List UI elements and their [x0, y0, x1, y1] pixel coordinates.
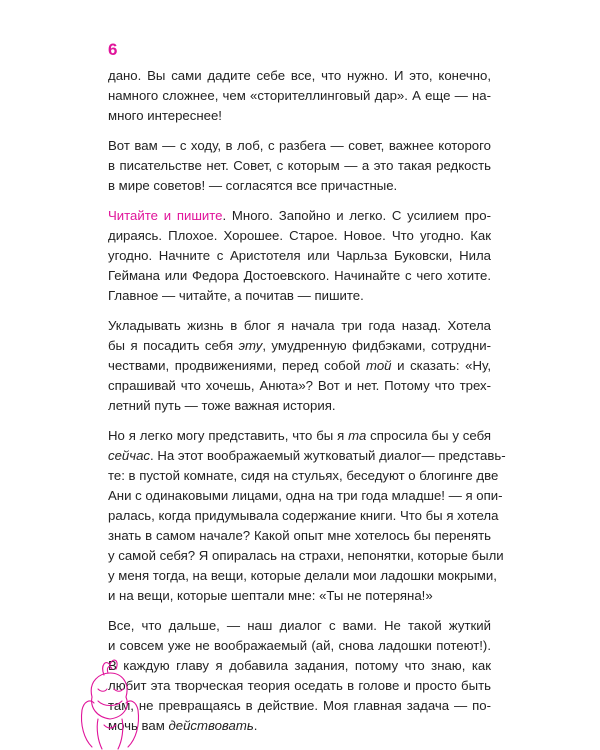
- text-segment: В каждую главу я добавила задания, потому что знаю, как: [108, 658, 491, 673]
- text-line: [108, 696, 491, 716]
- text-segment: много интереснее!: [108, 108, 222, 123]
- text-line: [108, 66, 491, 86]
- text-line: [108, 136, 491, 156]
- text-line: [108, 656, 491, 676]
- page-number: 6: [108, 40, 118, 59]
- text-line: [108, 676, 491, 696]
- text-segment: .: [253, 718, 258, 733]
- text-segment: чествами, продвижениями, перед собой: [108, 358, 367, 373]
- text-segment: Вот вам — с ходу, в лоб, с разбега — совет, важнее которого: [108, 138, 491, 153]
- highlight-text: Читайте и пишите: [108, 208, 223, 223]
- text-line: [108, 286, 491, 306]
- text-segment: летний путь — тоже важная история.: [108, 398, 336, 413]
- text-line: [108, 426, 491, 446]
- paragraph: [108, 616, 491, 736]
- paragraph: [108, 316, 491, 416]
- text-line: [108, 566, 497, 586]
- text-segment: ралась, когда придумывала содержание книги. Что бы я хотела: [108, 508, 499, 523]
- italic-text: сейчас: [108, 448, 151, 463]
- paragraph: [108, 66, 491, 126]
- text-segment: бы я посадить себя: [108, 338, 239, 353]
- italic-text: той: [366, 358, 392, 373]
- text-segment: Но я легко могу представить, что бы я: [108, 428, 349, 443]
- text-line: [108, 226, 491, 246]
- text-line: [108, 446, 506, 466]
- text-segment: . На этот воображаемый жутковатый диалог— представь-: [150, 448, 506, 463]
- text-line: [108, 586, 491, 606]
- text-segment: и сказать: «Ну,: [391, 358, 491, 373]
- text-segment: намного сложнее, чем «сторителлинговый дар». А еще — на-: [108, 88, 491, 103]
- text-line: [108, 486, 503, 506]
- text-segment: у самой себя? Я опиралась на страхи, непонятки, которые были: [108, 548, 504, 563]
- text-line: [108, 466, 499, 486]
- text-segment: дано. Вы сами дадите себе все, что нужно. И это, конечно,: [108, 68, 491, 83]
- text-segment: спросила бы у себя: [366, 428, 491, 443]
- text-line: [108, 86, 491, 106]
- text-line: [108, 616, 491, 636]
- text-line: [108, 716, 491, 736]
- text-segment: Геймана или Федора Достоевского. Начинайте с чего хотите.: [108, 268, 491, 283]
- text-line: [108, 356, 491, 376]
- text-segment: знать в самом начале? Какой опыт мне хотелось бы перенять: [108, 528, 491, 543]
- text-line: [108, 316, 491, 336]
- body-text: [108, 66, 506, 746]
- text-line: [108, 636, 491, 656]
- text-segment: у меня тогда, на вещи, которые делали мои ладошки мокрыми,: [108, 568, 497, 583]
- text-segment: Ани с одинаковыми лицами, одна на три года младше! — я опи-: [108, 488, 503, 503]
- text-segment: Главное — читайте, а почитав — пишите.: [108, 288, 364, 303]
- paragraph: [108, 136, 491, 196]
- text-line: [108, 376, 491, 396]
- text-segment: , умудренную фидбэками, сотрудни-: [262, 338, 491, 353]
- text-segment: и совсем уже не воображаемый (ай, снова ладошки потеют!).: [108, 638, 491, 653]
- paragraph: [108, 206, 491, 306]
- text-segment: те: в пустой комнате, сидя на стульях, беседуют о блогинге две: [108, 468, 499, 483]
- text-segment: любит эта творческая теория оседать в голове и просто быть: [108, 678, 491, 693]
- text-segment: спрашивай что хочешь, Анюта»? Вот и нет. Потому что трех-: [108, 378, 491, 393]
- text-line: [108, 106, 491, 126]
- text-line: [108, 526, 491, 546]
- text-line: [108, 156, 491, 176]
- italic-text: та: [348, 428, 367, 443]
- text-line: [108, 396, 491, 416]
- text-segment: дираясь. Плохое. Хорошее. Старое. Новое. Что угодно. Как: [108, 228, 491, 243]
- text-line: [108, 546, 504, 566]
- text-line: [108, 506, 499, 526]
- text-segment: там, не превращаясь в действие. Моя главная задача — по-: [108, 698, 491, 713]
- italic-text: действовать: [168, 718, 254, 733]
- text-segment: . Много. Запойно и легко. С усилием про-: [222, 208, 491, 223]
- text-segment: угодно. Начните с Аристотеля или Чарльза Буковски, Нила: [108, 248, 491, 263]
- text-segment: и на вещи, которые шептали мне: «Ты не потеряна!»: [108, 588, 433, 603]
- text-line: [108, 266, 491, 286]
- text-segment: Все, что дальше, — наш диалог с вами. Не такой жуткий: [108, 618, 491, 633]
- text-segment: Укладывать жизнь в блог я начала три года назад. Хотела: [108, 318, 491, 333]
- text-line: [108, 336, 491, 356]
- text-segment: мочь вам: [108, 718, 169, 733]
- text-line: [108, 206, 491, 226]
- text-line: [108, 176, 491, 196]
- paragraph: [108, 426, 506, 606]
- face-doodle-icon: [70, 655, 150, 750]
- italic-text: эту: [238, 338, 263, 353]
- text-segment: в писательстве нет. Совет, с которым — а это такая редкость: [108, 158, 491, 173]
- text-line: [108, 246, 491, 266]
- text-segment: в мире советов! — согласятся все причастные.: [108, 178, 398, 193]
